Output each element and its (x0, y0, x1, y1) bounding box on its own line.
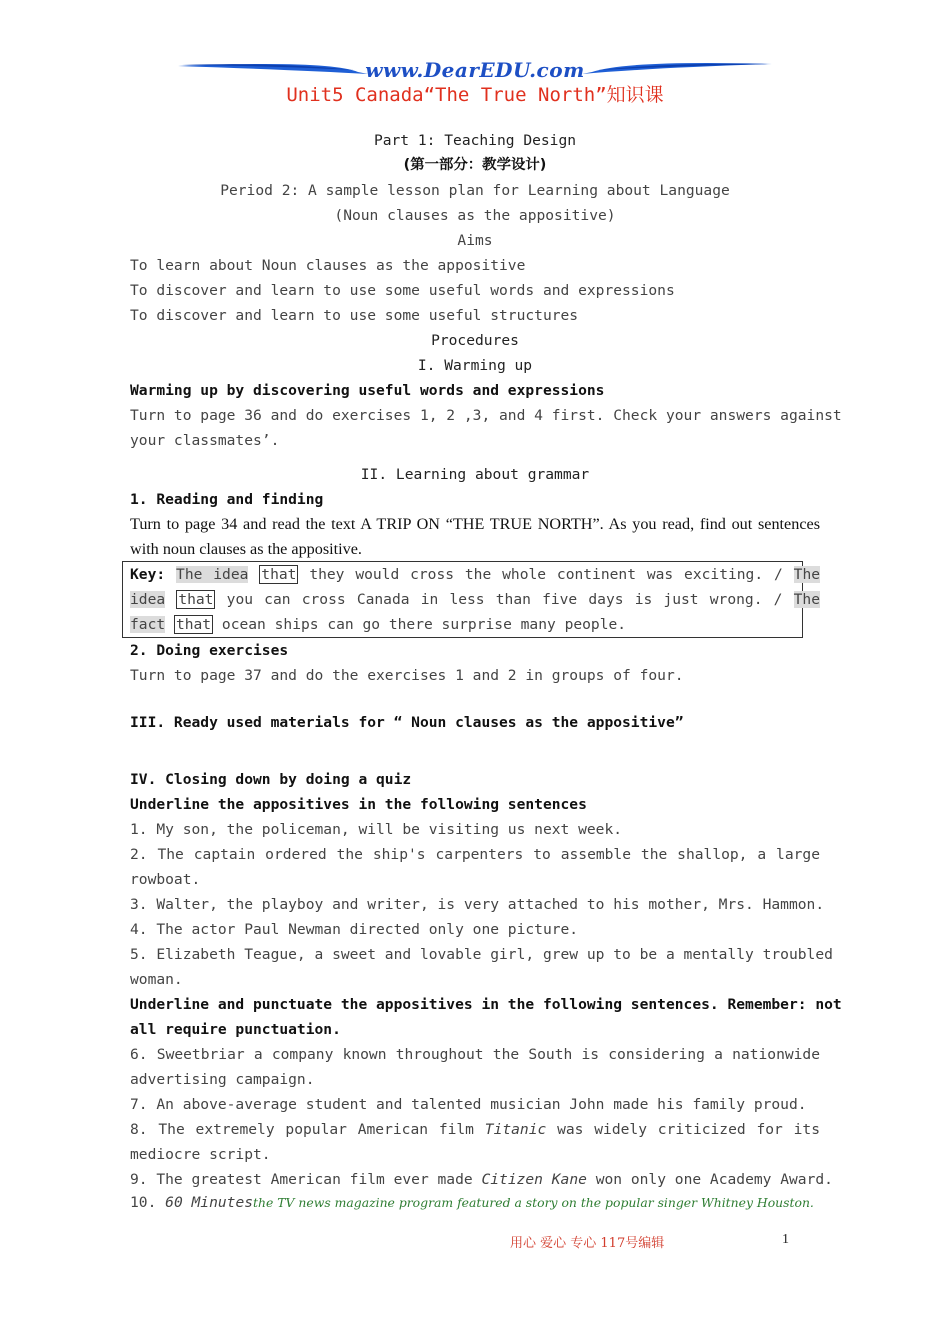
warming-up-text: your classmates’. (130, 432, 280, 449)
quiz-item: 1. My son, the policeman, will be visiting us next week. (130, 821, 623, 838)
film-title: Citizen Kane (481, 1171, 587, 1188)
aim-item: To learn about Noun clauses as the appositive (130, 257, 526, 274)
aims-heading: Aims (457, 232, 493, 249)
key-clause: they would cross the whole continent was exciting. / (309, 566, 783, 583)
section-heading-grammar: II. Learning about grammar (360, 466, 590, 483)
key-noun: The idea (176, 566, 249, 583)
quiz-instruction: all require punctuation. (130, 1021, 341, 1038)
quiz-item: 5. Elizabeth Teague, a sweet and lovable girl, grew up to be a mentally troubled (130, 946, 833, 963)
program-title: 60 Minutes (165, 1194, 254, 1211)
quiz-item: woman. (130, 971, 183, 988)
quiz-item: 4. The actor Paul Newman directed only one picture. (130, 921, 579, 938)
procedures-heading: Procedures (431, 332, 519, 349)
quiz-instruction: Underline and punctuate the appositives in the following sentences. Remember: not (130, 996, 842, 1013)
quiz-item-number: 10. (130, 1194, 157, 1211)
quiz-item (130, 1167, 833, 1192)
quiz-item: mediocre script. (130, 1146, 271, 1163)
period-heading: Period 2: A sample lesson plan for Learning about Language (220, 182, 730, 199)
key-clause: you can cross Canada in less than five days is just wrong. / (226, 591, 783, 608)
aim-item: To discover and learn to use some useful words and expressions (130, 282, 675, 299)
period-subheading: (Noun clauses as the appositive) (334, 207, 616, 224)
key-label: Key: (130, 566, 166, 583)
answer-key-line (130, 587, 820, 612)
warming-up-subheading: Warming up by discovering useful words and expressions (130, 382, 605, 399)
aim-item: To discover and learn to use some useful structures (130, 307, 579, 324)
page-number: 1 (782, 1232, 789, 1247)
doing-exercises-heading: 2. Doing exercises (130, 642, 289, 659)
key-conjunction: that (178, 591, 214, 608)
section-heading-warming-up: I. Warming up (417, 357, 533, 374)
quiz-item (130, 1117, 820, 1142)
reading-finding-text: with noun clauses as the appositive. (130, 540, 362, 558)
quiz-item-text: 9. The greatest American film ever made (130, 1171, 473, 1188)
logo-text: www.DearEDU.com (365, 58, 585, 82)
key-noun: fact (130, 616, 166, 633)
quiz-item: 3. Walter, the playboy and writer, is very attached to his mother, Mrs. Hammon. (130, 896, 825, 913)
quiz-item-text: 8. The extremely popular American film (130, 1121, 474, 1138)
answer-key-line (130, 562, 820, 587)
reading-finding-heading: 1. Reading and finding (130, 491, 324, 508)
film-title: Titanic (484, 1121, 547, 1138)
key-clause: ocean ships can go there surprise many people. (221, 616, 627, 633)
quiz-item-text: was widely criticized for its (557, 1121, 820, 1138)
section-heading-materials: III. Ready used materials for “ Noun clauses as the appositive” (130, 714, 684, 731)
part-heading: Part 1: Teaching Design (373, 132, 577, 149)
key-noun: The (793, 591, 820, 608)
key-conjunction: that (261, 566, 297, 583)
part-heading-chinese: (第一部分：教学设计) (403, 157, 547, 173)
key-noun: idea (130, 591, 166, 608)
quiz-item-text: the TV news magazine program featured a story on the popular singer Whitney Houston. (253, 1195, 814, 1210)
footer-text: 用心 爱心 专心 117号编辑 (510, 1236, 665, 1251)
reading-finding-text: Turn to page 34 and read the text A TRIP ON “THE TRUE NORTH”. As you read, find out sentences (130, 515, 820, 533)
doing-exercises-text: Turn to page 37 and do the exercises 1 and 2 in groups of four. (130, 667, 684, 684)
quiz-item: 6. Sweetbriar a company known throughout the South is considering a nationwide (130, 1046, 820, 1063)
key-conjunction: that (175, 616, 212, 633)
quiz-item: advertising campaign. (130, 1071, 315, 1088)
quiz-item (130, 1190, 820, 1215)
quiz-instruction: Underline the appositives in the following sentences (130, 796, 587, 813)
document-title: Unit5 Canada“The True North”知识课 (286, 84, 664, 106)
quiz-item: 2. The captain ordered the ship's carpenters to assemble the shallop, a large (130, 846, 820, 863)
section-heading-quiz: IV. Closing down by doing a quiz (130, 771, 412, 788)
key-noun: The (793, 566, 821, 583)
quiz-item: rowboat. (130, 871, 201, 888)
warming-up-text: Turn to page 36 and do exercises 1, 2 ,3, and 4 first. Check your answers against (130, 407, 842, 424)
quiz-item: 7. An above-average student and talented musician John made his family proud. (130, 1096, 807, 1113)
answer-key-line (130, 612, 820, 637)
quiz-item-text: won only one Academy Award. (595, 1171, 833, 1188)
